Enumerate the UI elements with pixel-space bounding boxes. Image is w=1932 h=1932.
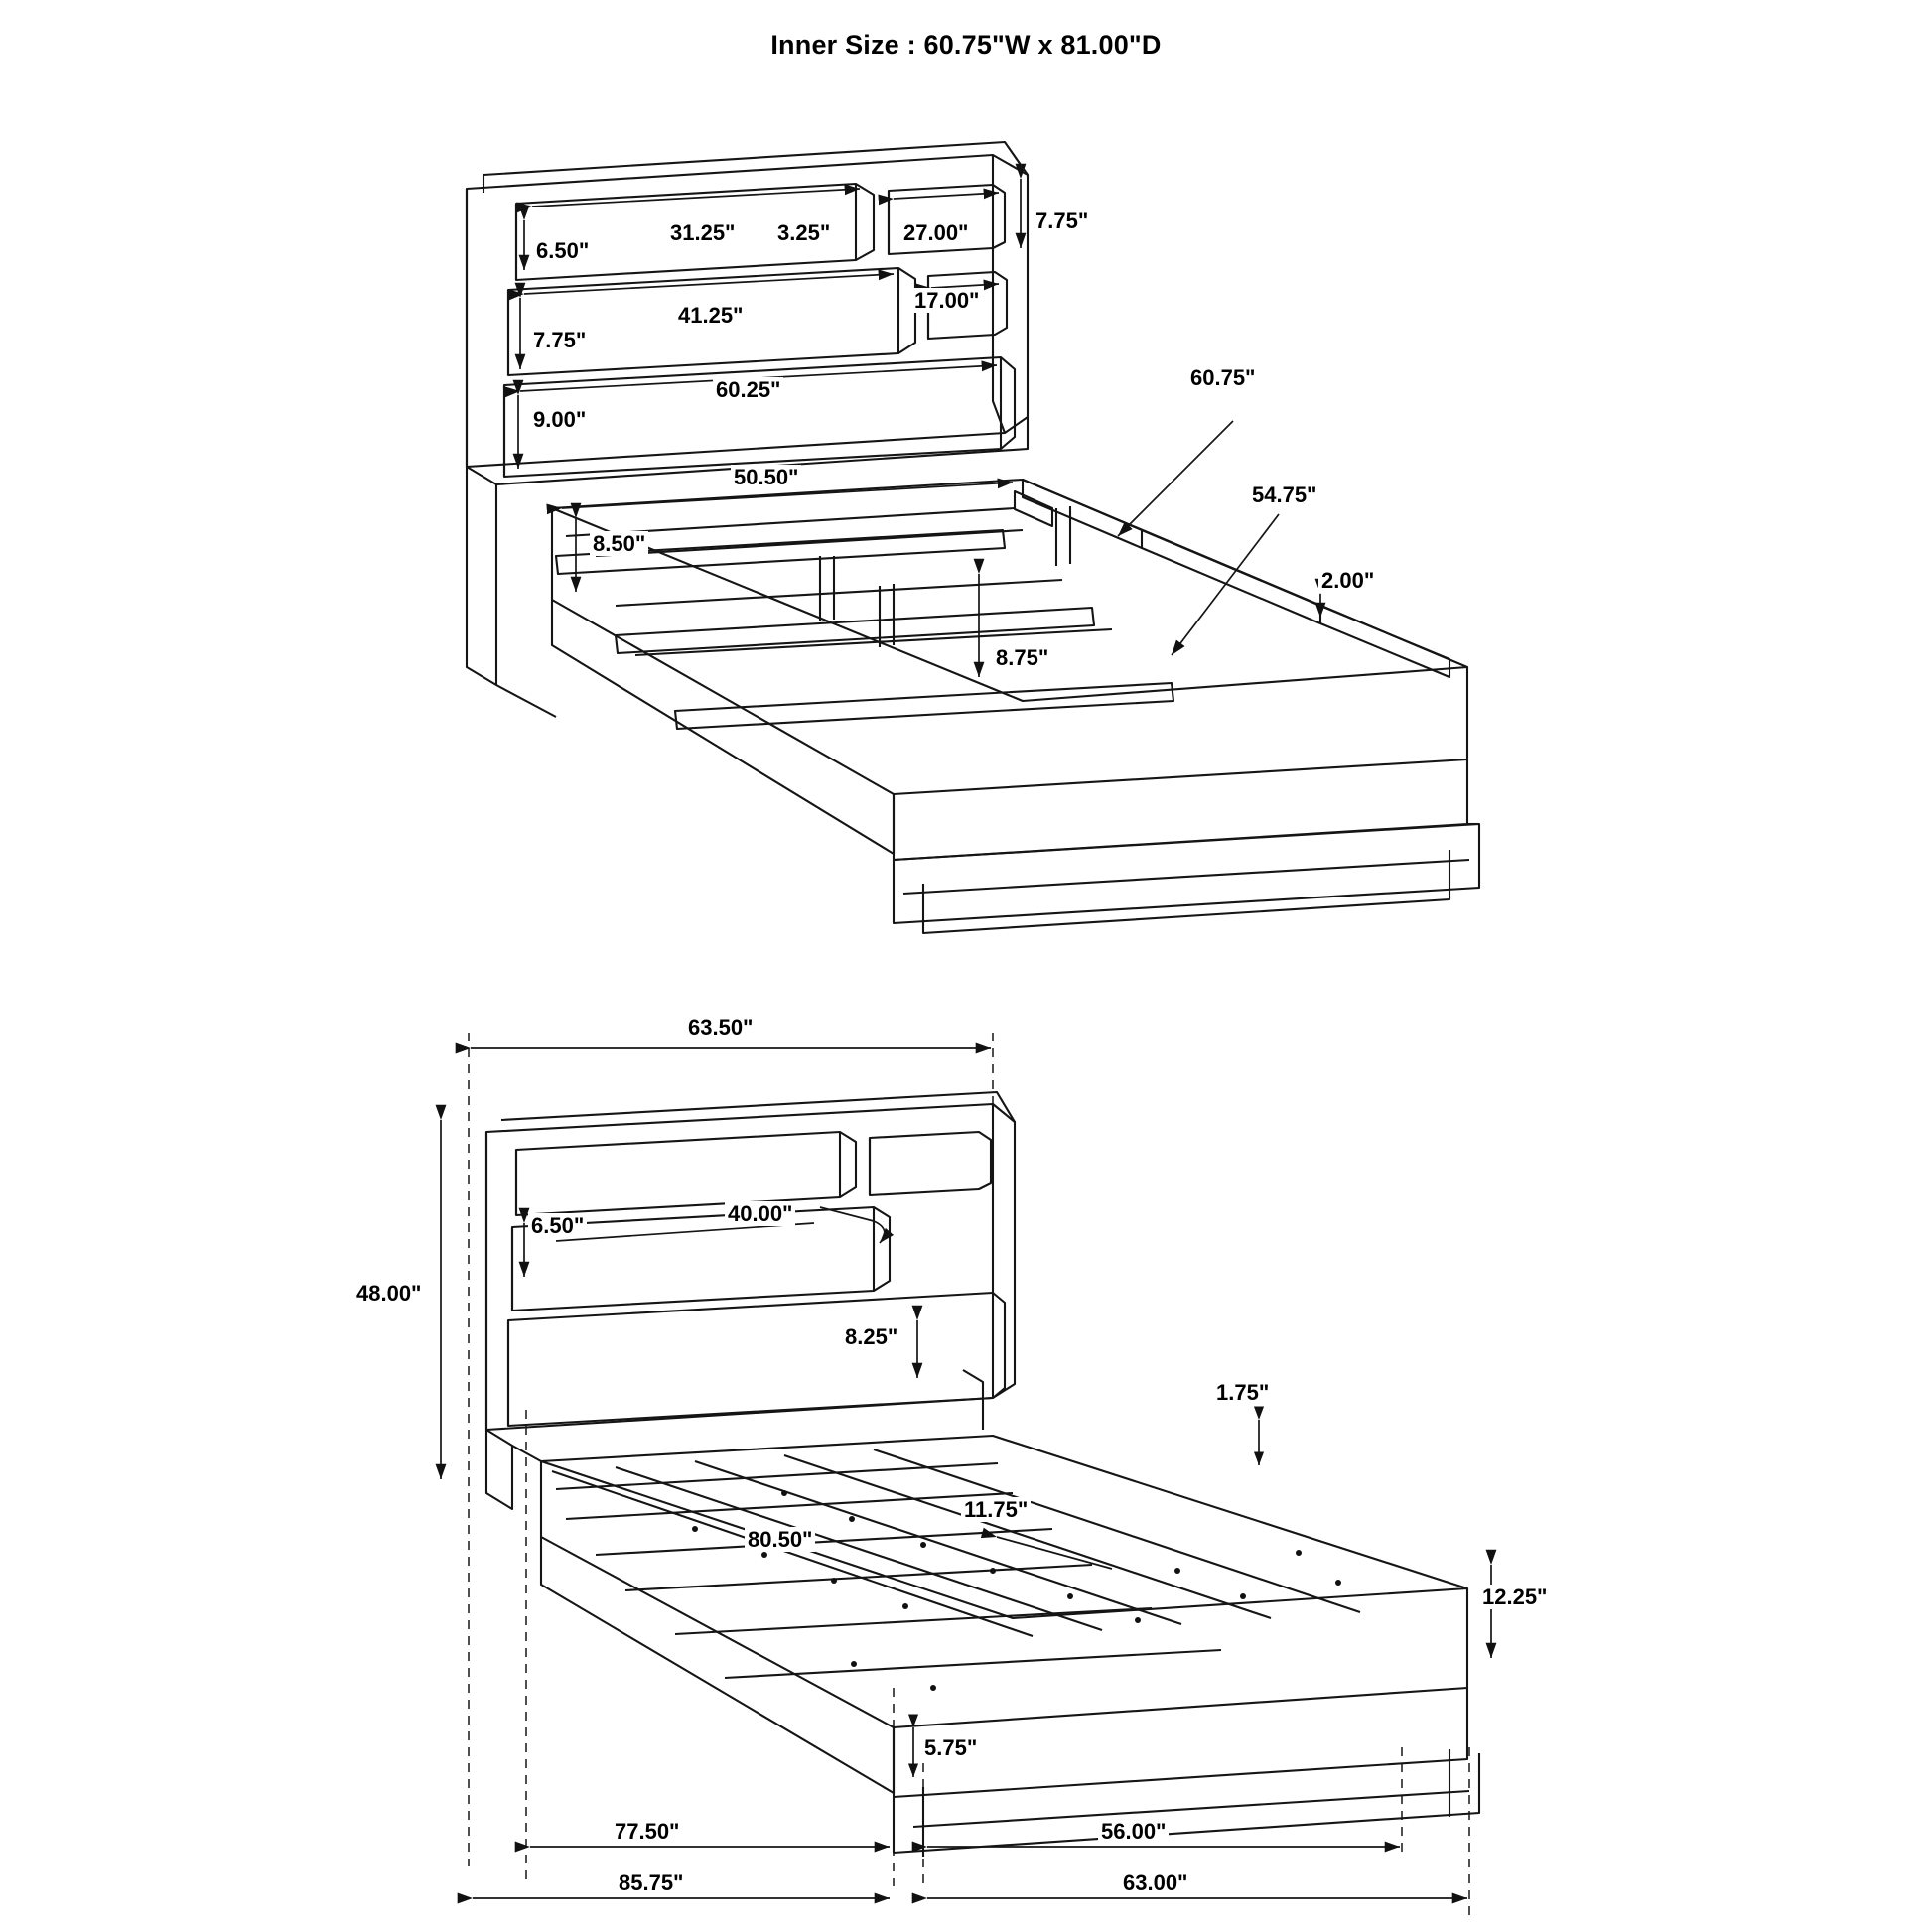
dimension-label-85-75: 85.75"	[616, 1870, 686, 1895]
dimension-label-1-75: 1.75"	[1213, 1380, 1272, 1405]
dimension-label-60-75: 60.75"	[1187, 365, 1258, 390]
dimension-label-9-00: 9.00"	[530, 407, 589, 432]
dimension-label-60-25: 60.25"	[713, 377, 783, 402]
dimension-label-48-00: 48.00"	[353, 1281, 424, 1306]
dimension-label-17-00: 17.00"	[911, 288, 982, 313]
dimension-label-8-75: 8.75"	[993, 645, 1051, 670]
dimension-label-31-25: 31.25"	[667, 220, 738, 245]
page-title: Inner Size : 60.75"W x 81.00"D	[770, 30, 1162, 60]
dimension-label-8-25: 8.25"	[842, 1324, 900, 1349]
dimension-label-50-50: 50.50"	[731, 465, 801, 489]
dimension-label-77-50: 77.50"	[612, 1819, 682, 1844]
dimension-label-56-00: 56.00"	[1098, 1819, 1169, 1844]
dimension-label-6-50-front: 6.50"	[528, 1213, 587, 1238]
dimension-label-6-50-top: 6.50"	[533, 238, 592, 263]
dimension-label-5-75: 5.75"	[921, 1735, 980, 1760]
dimension-label-27-00: 27.00"	[900, 220, 971, 245]
dimension-label-11-75: 11.75"	[961, 1497, 1031, 1522]
dimension-label-80-50: 80.50"	[745, 1527, 815, 1552]
dimension-label-3-25: 3.25"	[774, 220, 833, 245]
dimension-label-63-00: 63.00"	[1120, 1870, 1190, 1895]
dimension-label-63-50: 63.50"	[685, 1015, 756, 1039]
dimension-label-7-75-left: 7.75"	[530, 328, 589, 352]
dimension-label-7-75-right: 7.75"	[1033, 208, 1091, 233]
dimension-label-12-25: 12.25"	[1479, 1585, 1550, 1609]
dimension-label-8-50: 8.50"	[590, 531, 648, 556]
dimension-label-2-00: 2.00"	[1318, 568, 1377, 593]
dimension-label-40-00: 40.00"	[725, 1201, 795, 1226]
dimension-label-54-75: 54.75"	[1249, 483, 1319, 507]
dimension-label-41-25: 41.25"	[675, 303, 746, 328]
